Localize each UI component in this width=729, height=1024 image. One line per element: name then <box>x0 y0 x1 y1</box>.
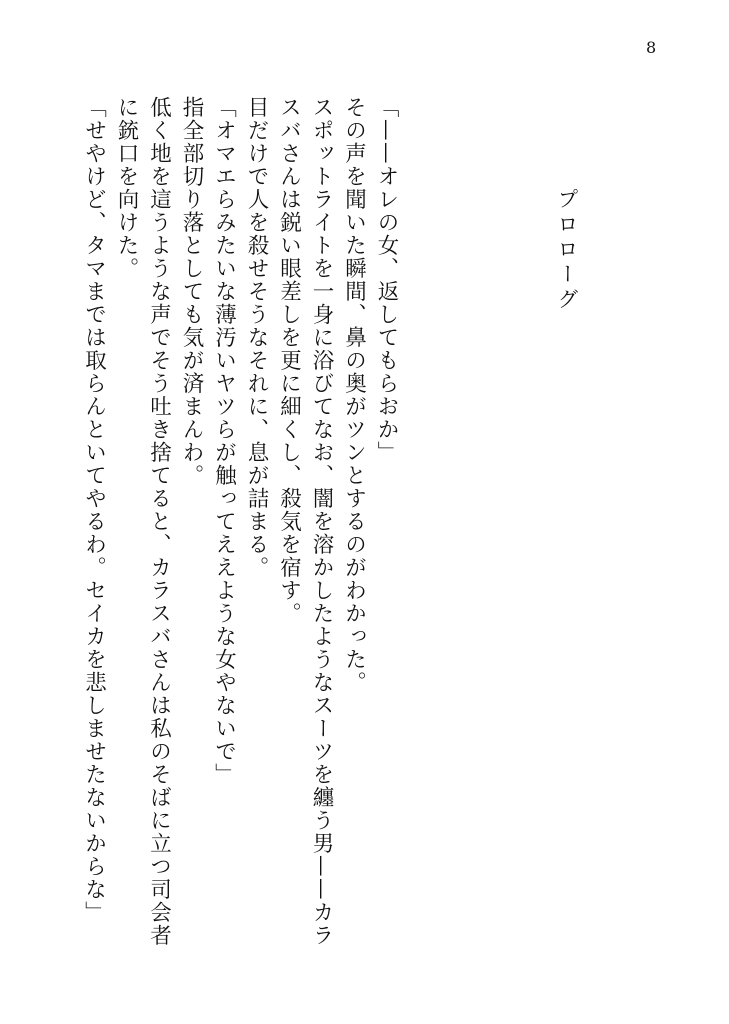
body-text <box>77 96 402 956</box>
paragraph: その声を聞いた瞬間、鼻の奥がツンとするのがわかった。 <box>341 96 367 694</box>
paragraph: 「——オレの女、返してもらおか」 <box>374 96 399 464</box>
paragraph: スポットライトを一身に浴びてなお、闇を溶かしたようなスーツを纏う男——カラスバさんは鋭い眼差しを更に細くし、殺気を宿す。 <box>276 96 334 947</box>
paragraph: 指全部切り落としても気が済まんわ。 <box>179 96 204 487</box>
page-number: 8 <box>646 38 657 57</box>
paragraph: 低く地を這うような声でそう吐き捨てると、カラスバさんは私のそばに立つ司会者に銃口を向けた。 <box>114 96 172 947</box>
paragraph: 「オマエらみたいな薄汚いヤツらが触ってええような女やないで」 <box>211 96 237 786</box>
chapter-title: プロローグ <box>555 188 579 313</box>
paragraph: 「せやけど、タマまでは取らんといてやるわ。セイカを悲しませたないからな」 <box>81 96 107 924</box>
paragraph: 目だけで人を殺せそうなそれに、息が詰まる。 <box>244 96 269 579</box>
